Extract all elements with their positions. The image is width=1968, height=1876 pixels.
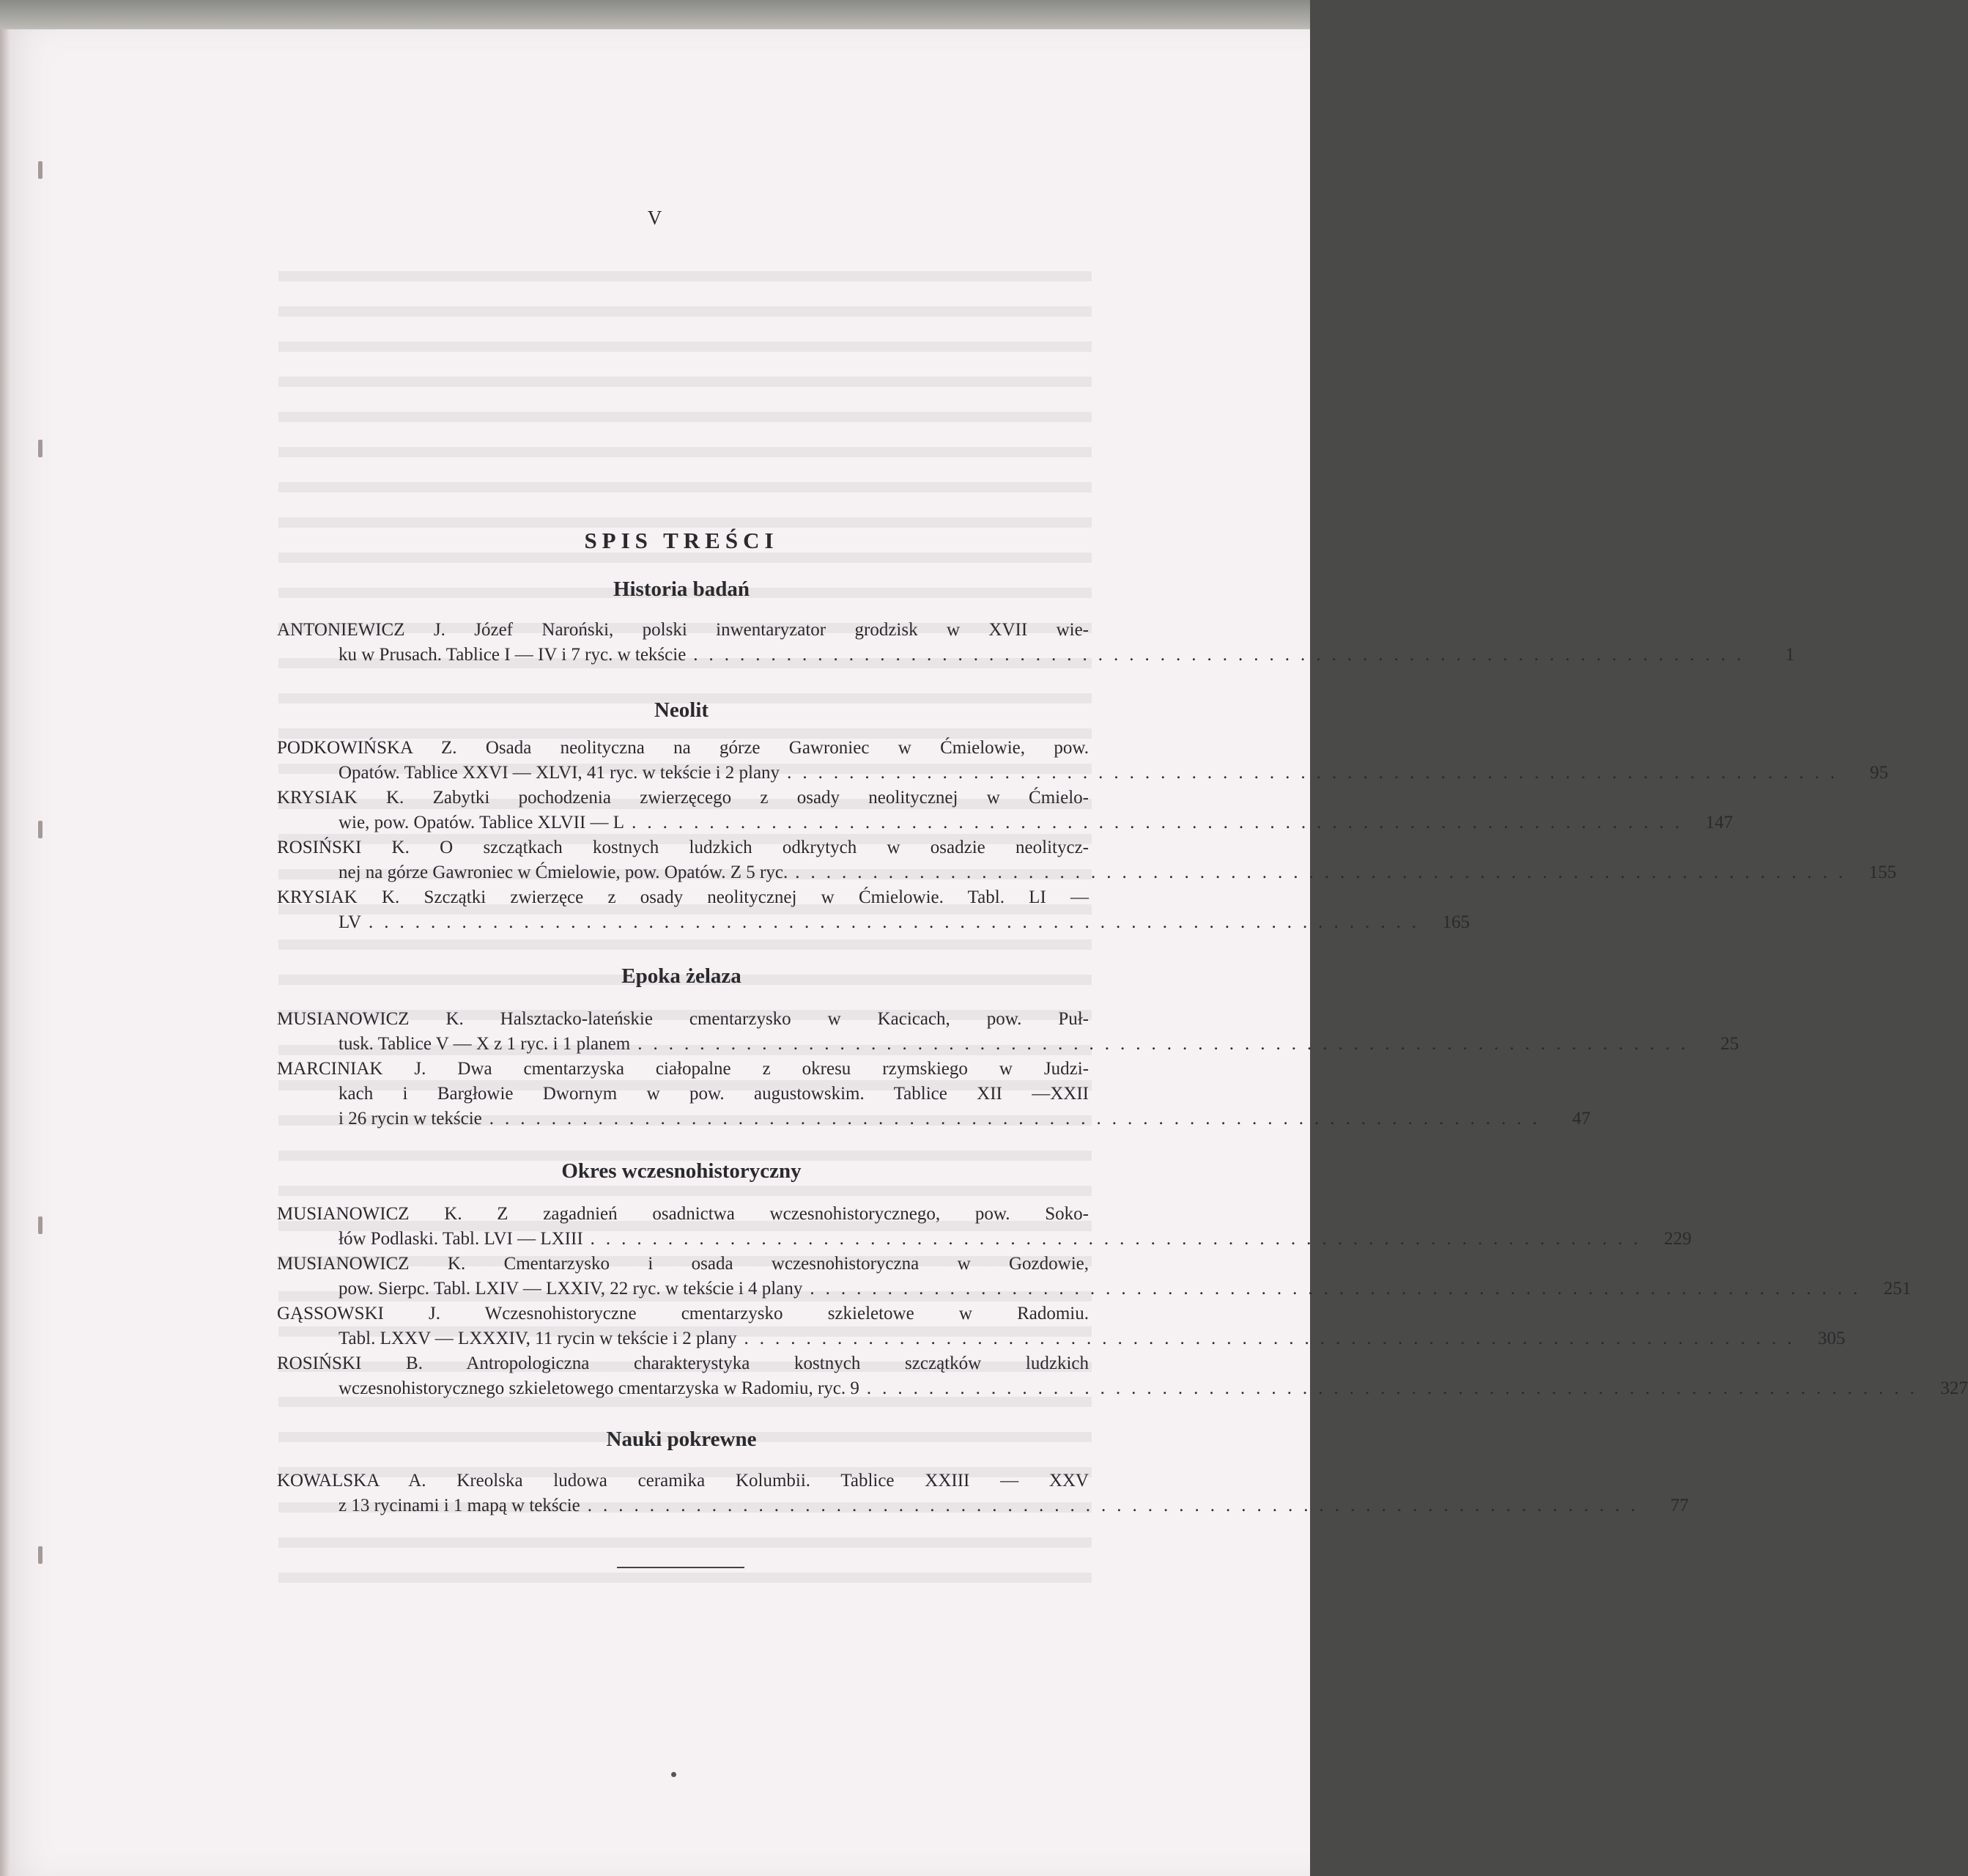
binding-stitch — [38, 161, 42, 179]
entry-line: ku w Prusach. Tablice I — IV i 7 ryc. w tekście — [339, 645, 687, 665]
page-ref: 47 — [1572, 1109, 1591, 1129]
entry-line: Opatów. Tablice XXVI — XLVI, 41 ryc. w tekście i 2 plany — [339, 763, 780, 783]
document-title: SPIS TREŚCI — [584, 528, 779, 553]
section-heading: Nauki pokrewne — [606, 1428, 757, 1451]
page-ref: 25 — [1720, 1034, 1739, 1054]
entry-line: tusk. Tablice V — X z 1 ryc. i 1 planem — [339, 1034, 631, 1054]
entry-line: KOWALSKA A. Kreolska ludowa ceramika Kolumbii. Tablice XXIII — XXV — [277, 1471, 1089, 1491]
page-ref: 327 — [1940, 1378, 1968, 1398]
toc-entry[interactable]: PODKOWIŃSKA Z. Osada neolityczna na górze Gawroniec w Ćmielowie, pow. Opatów. Tablice XXVI — XLVI, 41 ryc. w tekście i 2 plany .................................................................... 95 — [277, 736, 1089, 786]
toc-entry[interactable]: ROSIŃSKI K. O szczątkach kostnych ludzkich odkrytych w osadzie neolitycz- nej na górze Gawroniec w Ćmielowie, pow. Opatów. Z 5 ryc. .................................................................... 155 — [277, 835, 1089, 885]
page-ref: 251 — [1883, 1279, 1912, 1299]
entry-line: kach i Bargłowie Dwornym w pow. augustowskim. Tablice XII —XXII — [339, 1084, 1089, 1104]
section-heading: Historia badań — [613, 577, 750, 601]
toc-entry[interactable]: ROSIŃSKI B. Antropologiczna charakterystyka kostnych szczątków ludzkich wczesnohistorycznego szkieletowego cmentarzyska w Radomiu, ryc. 9 .................................................................... 327 — [277, 1351, 1089, 1401]
entry-line: MARCINIAK J. Dwa cmentarzyska ciałopalne z okresu rzymskiego w Judzi- — [277, 1059, 1089, 1079]
entry-line: łów Podlaski. Tabl. LVI — LXIII — [339, 1229, 583, 1249]
entry-line: ROSIŃSKI B. Antropologiczna charakterystyka kostnych szczątków ludzkich — [277, 1354, 1089, 1373]
page-sheet — [0, 29, 1310, 1876]
entry-line: nej na górze Gawroniec w Ćmielowie, pow. Opatów. Z 5 ryc. — [339, 863, 788, 882]
section-heading: Neolit — [654, 698, 709, 722]
binding-stitch — [38, 821, 42, 838]
toc-entry[interactable]: MUSIANOWICZ K. Halsztacko-lateńskie cmentarzysko w Kacicach, pow. Puł- tusk. Tablice V — X z 1 ryc. i 1 planem .................................................................... 25 — [277, 1007, 1089, 1057]
page-ref: 305 — [1818, 1329, 1846, 1348]
entry-line: wie, pow. Opatów. Tablice XLVII — L — [339, 813, 625, 832]
binding-stitch — [38, 440, 42, 457]
entry-line: MUSIANOWICZ K. Cmentarzysko i osada wczesnohistoryczna w Gozdowie, — [277, 1254, 1089, 1274]
entry-line: ANTONIEWICZ J. Józef Naroński, polski inwentaryzator grodzisk w XVII wie- — [277, 620, 1089, 640]
page-ref: 147 — [1705, 813, 1734, 832]
entry-line: wczesnohistorycznego szkieletowego cmentarzyska w Radomiu, ryc. 9 — [339, 1378, 859, 1398]
page-ref: 77 — [1670, 1496, 1689, 1515]
section-heading: Okres wczesnohistoryczny — [561, 1159, 802, 1183]
toc-entry[interactable]: MUSIANOWICZ K. Cmentarzysko i osada wczesnohistoryczna w Gozdowie, pow. Sierpc. Tabl. LXIV — LXXIV, 22 ryc. w tekście i 4 plany .................................................................... 251 — [277, 1252, 1089, 1301]
toc-entry[interactable]: ANTONIEWICZ J. Józef Naroński, polski inwentaryzator grodzisk w XVII wie- ku w Prusach. Tablice I — IV i 7 ryc. w tekście .................................................................... 1 — [277, 618, 1089, 668]
section-heading: Epoka żelaza — [621, 964, 741, 988]
entry-line: LV — [339, 912, 362, 932]
page-ref: 95 — [1870, 763, 1889, 783]
entry-line: pow. Sierpc. Tabl. LXIV — LXXIV, 22 ryc. w tekście i 4 plany — [339, 1279, 803, 1299]
binding-stitch — [38, 1216, 42, 1234]
entry-line: KRYSIAK K. Szczątki zwierzęce z osady neolitycznej w Ćmielowie. Tabl. LI — — [277, 887, 1089, 907]
entry-line: KRYSIAK K. Zabytki pochodzenia zwierzęcego z osady neolitycznej w Ćmielo- — [277, 788, 1089, 808]
toc-entry[interactable]: KOWALSKA A. Kreolska ludowa ceramika Kolumbii. Tablice XXIII — XXV z 13 rycinami i 1 mapą w tekście .................................................................... 77 — [277, 1469, 1089, 1518]
page-ref: 155 — [1868, 863, 1897, 882]
toc-entry[interactable]: KRYSIAK K. Szczątki zwierzęce z osady neolitycznej w Ćmielowie. Tabl. LI — LV .................................................................... 165 — [277, 885, 1089, 935]
entry-line: GĄSSOWSKI J. Wczesnohistoryczne cmentarzysko szkieletowe w Radomiu. — [277, 1304, 1089, 1323]
entry-line: PODKOWIŃSKA Z. Osada neolityczna na górze Gawroniec w Ćmielowie, pow. — [277, 738, 1089, 758]
entry-line: ROSIŃSKI K. O szczątkach kostnych ludzkich odkrytych w osadzie neolitycz- — [277, 838, 1089, 857]
entry-line: MUSIANOWICZ K. Z zagadnień osadnictwa wczesnohistorycznego, pow. Soko- — [277, 1204, 1089, 1224]
toc-entry[interactable]: MUSIANOWICZ K. Z zagadnień osadnictwa wczesnohistorycznego, pow. Soko- łów Podlaski. Tabl. LVI — LXIII .................................................................... 229 — [277, 1202, 1089, 1252]
toc-entry[interactable]: GĄSSOWSKI J. Wczesnohistoryczne cmentarzysko szkieletowe w Radomiu. Tabl. LXXV — LXXXIV, 11 rycin w tekście i 2 plany .................................................................... 305 — [277, 1301, 1089, 1351]
page-ref: 165 — [1442, 912, 1471, 932]
entry-line: Tabl. LXXV — LXXXIV, 11 rycin w tekście i 2 plany — [339, 1329, 737, 1348]
toc-entry[interactable]: MARCINIAK J. Dwa cmentarzyska ciałopalne z okresu rzymskiego w Judzi- kach i Bargłowie Dwornym w pow. augustowskim. Tablice XII —XXII i 26 rycin w tekście .................................................................... 47 — [277, 1057, 1089, 1131]
page-ref: 1 — [1785, 645, 1795, 665]
page-speck — [671, 1772, 676, 1777]
toc-entry[interactable]: KRYSIAK K. Zabytki pochodzenia zwierzęcego z osady neolitycznej w Ćmielo- wie, pow. Opatów. Tablice XLVII — L .................................................................... 147 — [277, 786, 1089, 835]
spine-shadow — [0, 29, 10, 1876]
page-ref: 229 — [1664, 1229, 1692, 1249]
entry-line: z 13 rycinami i 1 mapą w tekście — [339, 1496, 580, 1515]
closing-rule — [617, 1567, 744, 1568]
entry-line: MUSIANOWICZ K. Halsztacko-lateńskie cmentarzysko w Kacicach, pow. Puł- — [277, 1009, 1089, 1029]
page-number: V — [647, 207, 663, 229]
binding-stitch — [38, 1546, 42, 1564]
entry-line: i 26 rycin w tekście — [339, 1109, 482, 1129]
